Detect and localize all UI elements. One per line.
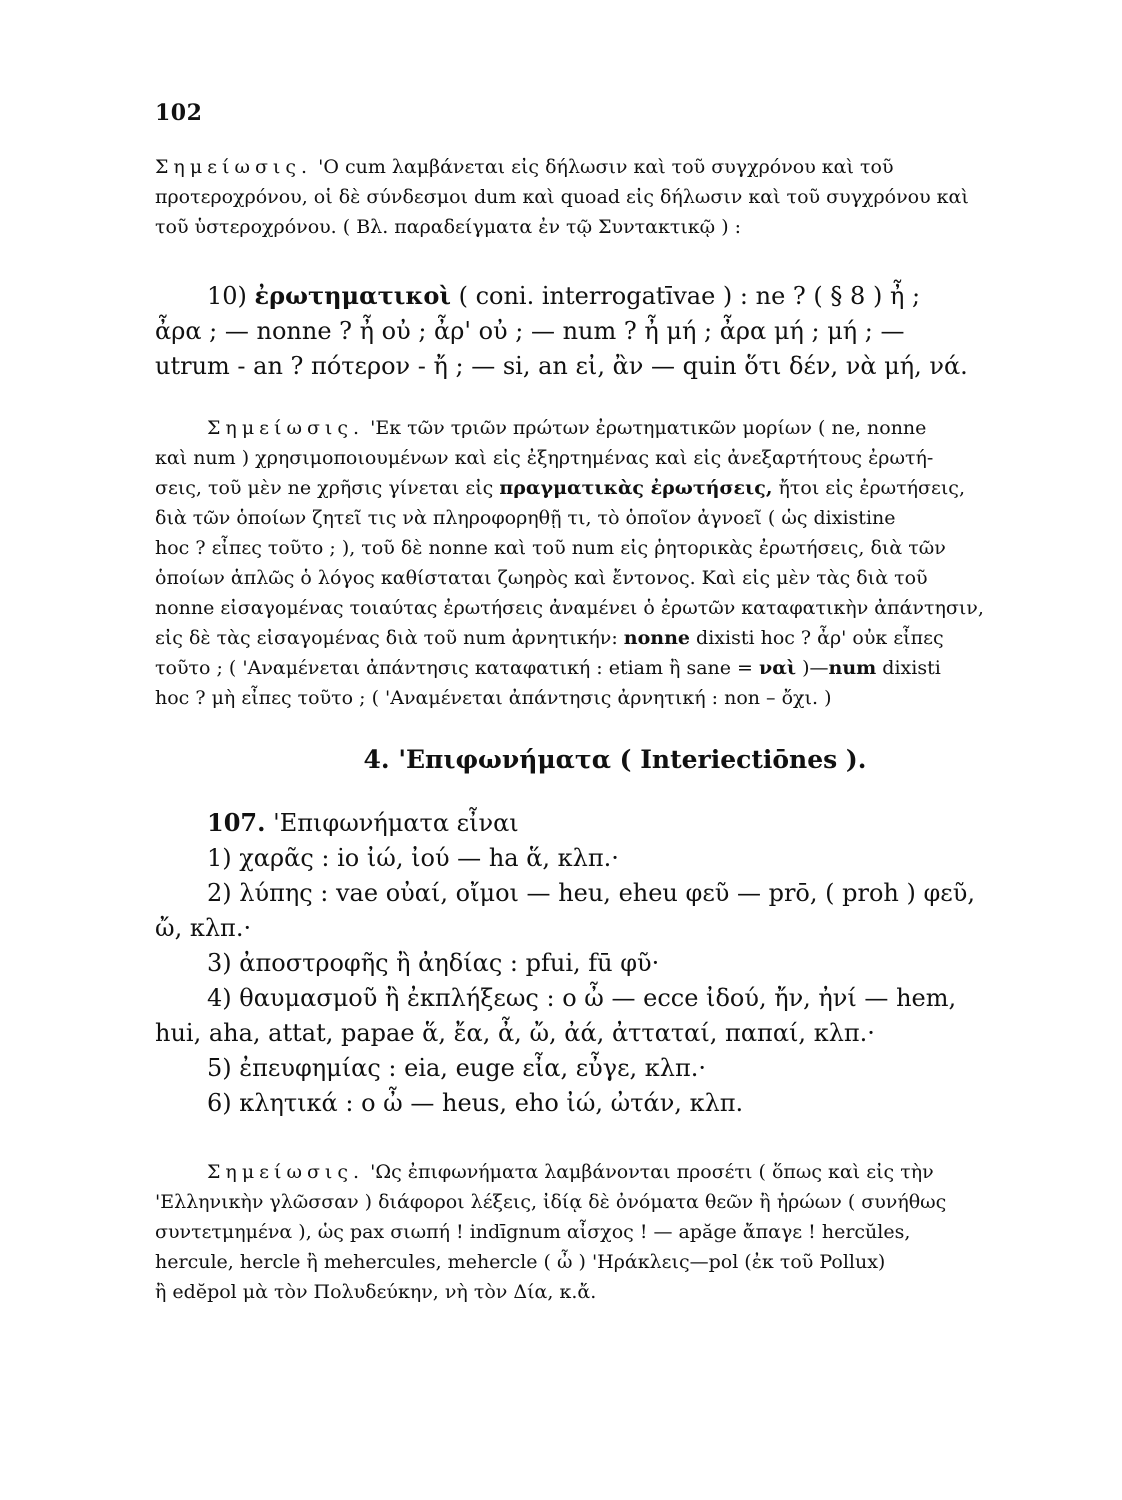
note-line: hoc ? μὴ εἶπες τοῦτο ; ( 'Αναμένεται ἀπάντησις ἀρνητική : non – ὄχι. ) <box>155 687 832 709</box>
list-item-continuation: ὤ, κλπ.· <box>155 914 252 942</box>
note-line <box>155 1157 1075 1187</box>
section-heading: 4. 'Επιφωνήματα ( Interiectiōnes ). <box>363 745 867 774</box>
section-107-interjections <box>155 805 1075 1121</box>
item-term: ἐρωτηματικοὶ <box>254 281 451 310</box>
section-number: 107. <box>207 808 266 837</box>
note-label: Σημείωσις. <box>207 1161 365 1183</box>
list-item: 3) ἀποστροφῆς ἢ ἀηδίας : pfui, fū φῦ· <box>207 949 660 977</box>
note-line: τοῦ ὑστεροχρόνου. ( Βλ. παραδείγματα ἐν τῷ Συντακτικῷ ) : <box>155 216 742 238</box>
list-item-continuation: hui, aha, attat, papae ἅ, ἔα, ἆ, ὤ, ἀά, ἀτταταί, παπαί, κλπ.· <box>155 1019 875 1047</box>
page-number: 102 <box>155 100 203 126</box>
section-intro: 'Επιφωνήματα εἶναι <box>273 809 519 837</box>
note-text: dixisti <box>882 657 941 679</box>
note-label: Σημείωσις. <box>207 417 365 439</box>
note-text: ἤτοι εἰς ἐρωτήσεις, <box>778 477 965 499</box>
note-line: καὶ num ) χρησιμοποιουμένων καὶ εἰς ἐξηρτημένας καὶ εἰς ἀνεξαρτήτους ἐρωτή- <box>155 447 934 469</box>
note-text: 'Ως ἐπιφωνήματα λαμβάνονται προσέτι ( ὅπως καὶ εἰς τὴν <box>370 1161 934 1183</box>
note-line: 'Ελληνικὴν γλῶσσαν ) διάφοροι λέξεις, ἰδίᾳ δὲ ὀνόματα θεῶν ἢ ἡρώων ( συνήθως <box>155 1191 947 1213</box>
note-line: hercule, hercle ἢ mehercules, mehercle ( ὦ ) 'Ηράκλεις—pol (ἐκ τοῦ Pollux) <box>155 1251 886 1273</box>
item-line: utrum - an ? πότερον - ἤ ; — si, an εἰ, ἂν — quin ὅτι δέν, νὰ μή, νά. <box>155 352 968 380</box>
note-cum-dum <box>155 152 1075 242</box>
note-line <box>155 653 1075 683</box>
note-line: hoc ? εἶπες τοῦτο ; ), τοῦ δὲ nonne καὶ τοῦ num εἰς ῥητορικὰς ἐρωτήσεις, διὰ τῶν <box>155 537 946 559</box>
note-line <box>155 623 1075 653</box>
note-line: ἢ edĕpol μὰ τὸν Πολυδεύκην, νὴ τὸν Δία, κ.ἄ. <box>155 1281 597 1303</box>
item-text: ( coni. interrogatīvae ) : ne ? ( § 8 ) ἦ ; <box>458 282 921 310</box>
list-item: 6) κλητικά : o ὦ — heus, eho ἰώ, ὠτάν, κλπ. <box>207 1089 744 1117</box>
note-line <box>155 413 1075 443</box>
note-text: σεις, τοῦ μὲν ne χρῆσις γίνεται εἰς <box>155 477 494 499</box>
item-line <box>155 278 1075 314</box>
item-10-interrogative <box>155 278 1075 384</box>
note-line: ὁποίων ἁπλῶς ὁ λόγος καθίσταται ζωηρὸς καὶ ἔντονος. Καὶ εἰς μὲν τὰς διὰ τοῦ <box>155 567 928 589</box>
section-intro-line <box>155 805 1075 841</box>
note-line <box>155 152 1075 182</box>
emphasis-text: num <box>828 657 877 679</box>
list-item: 5) ἐπευφημίας : eia, euge εἶα, εὖγε, κλπ.· <box>207 1054 707 1082</box>
emphasis-text: nonne <box>623 627 690 649</box>
emphasis-text: πραγματικὰς ἐρωτήσεις, <box>499 477 773 499</box>
note-line: προτεροχρόνου, οἱ δὲ σύνδεσμοι dum καὶ quoad εἰς δήλωσιν καὶ τοῦ συγχρόνου καὶ <box>155 186 969 208</box>
note-text: εἰς δὲ τὰς εἰσαγομένας διὰ τοῦ num ἀρνητικήν: <box>155 627 618 649</box>
note-interrogative-particles <box>155 413 1075 713</box>
note-interjection-words <box>155 1157 1075 1307</box>
note-text: )— <box>802 657 829 679</box>
note-line: nonne εἰσαγομένας τοιαύτας ἐρωτήσεις ἀναμένει ὁ ἐρωτῶν καταφατικὴν ἀπάντησιν, <box>155 597 984 619</box>
note-text: 'Ο cum λαμβάνεται εἰς δήλωσιν καὶ τοῦ συγχρόνου καὶ τοῦ <box>318 156 894 178</box>
note-label: Σημείωσις. <box>155 156 313 178</box>
note-line: διὰ τῶν ὁποίων ζητεῖ τις νὰ πληροφορηθῇ τι, τὸ ὁποῖον ἀγνοεῖ ( ὡς dixistine <box>155 507 896 529</box>
note-text: τοῦτο ; ( 'Αναμένεται ἀπάντησις καταφατική : etiam ἢ sane = <box>155 657 753 679</box>
note-text: 'Εκ τῶν τριῶν πρώτων ἐρωτηματικῶν μορίων ( ne, nonne <box>370 417 927 439</box>
note-line <box>155 473 1075 503</box>
item-number: 10) <box>207 282 247 310</box>
list-item: 1) χαρᾶς : io ἰώ, ἰού — ha ἅ, κλπ.· <box>207 844 619 872</box>
note-text: dixisti hoc ? ἆρ' οὐκ εἶπες <box>696 627 944 649</box>
note-line: συντετμημένα ), ὡς pax σιωπή ! indīgnum αἶσχος ! — apăge ἄπαγε ! hercŭles, <box>155 1221 911 1243</box>
list-item: 2) λύπης : vae οὐαί, οἴμοι — heu, eheu φεῦ — prō, ( proh ) φεῦ, <box>207 879 975 907</box>
emphasis-text: ναὶ <box>759 657 797 679</box>
list-item: 4) θαυμασμοῦ ἢ ἐκπλήξεως : o ὦ — ecce ἰδού, ἤν, ἠνί — hem, <box>207 984 957 1012</box>
item-line: ἆρα ; — nonne ? ἦ οὐ ; ἆρ' οὐ ; — num ? ἦ μή ; ἆρα μή ; μή ; — <box>155 317 905 345</box>
